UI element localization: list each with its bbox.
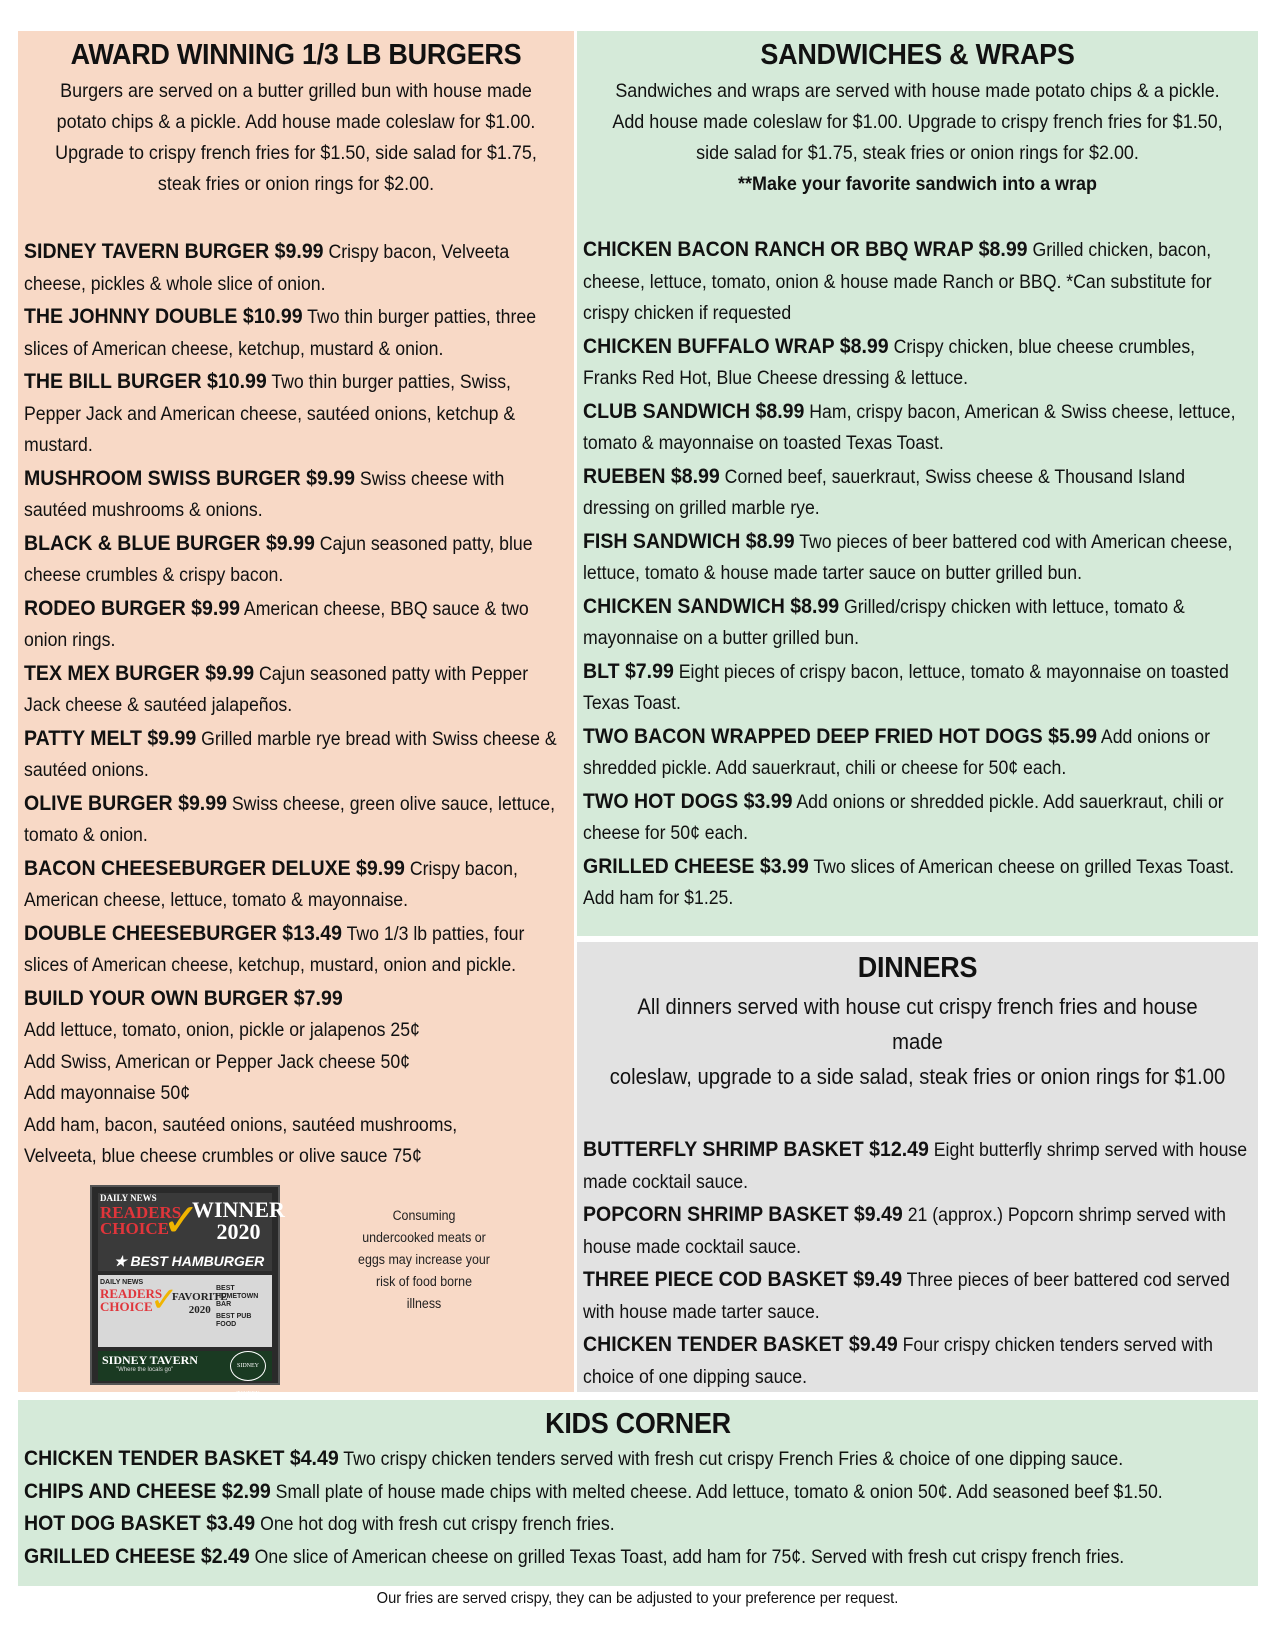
award-readers-choice: READERS CHOICE [100,1203,182,1238]
item-name: THREE PIECE COD BASKET $9.49 [583,1268,903,1291]
menu-item [24,593,568,657]
item-name: CHICKEN TENDER BASKET $4.49 [24,1447,339,1470]
menu-item [583,526,1252,590]
item-name: THE JOHNNY DOUBLE $10.99 [24,305,303,328]
item-name: BLT $7.99 [583,659,674,683]
burgers-intro [46,76,546,200]
award-winner-label: WINNER [192,1197,285,1222]
item-desc: 21 (approx.) Popcorn shrimp served with house made cocktail sauce. [583,1205,1226,1258]
award-readers-choice-small: READERS CHOICE [100,1286,163,1314]
item-name: BUTTERFLY SHRIMP BASKET $12.49 [583,1138,929,1161]
item-desc: Ham, crispy bacon, American & Swiss cheese, lettuce, tomato & mayonnaise on toasted Texas Toast. [583,401,1236,454]
award-year-small: 2020 [188,1304,211,1316]
item-name: BACON CHEESEBURGER DELUXE $9.99 [24,856,405,880]
footer-note: Our fries are served crispy, they can be adjusted to your preference per request. [376,1590,899,1607]
sandwiches-intro [610,76,1225,200]
menu-item [24,236,568,300]
menu-item [24,788,568,852]
menu-item [24,1476,1252,1509]
item-name: SIDNEY TAVERN BURGER $9.99 [24,240,324,263]
item-desc: Two 1/3 lb patties, four slices of American cheese, ketchup, mustard, onion and pickle. [24,923,525,976]
menu-item [24,366,568,462]
addon-line: Add lettuce, tomato, onion, pickle or jalapenos 25¢ [24,1020,420,1041]
item-name: CHICKEN TENDER BASKET $9.49 [583,1333,898,1356]
item-desc: Eight pieces of crispy bacon, lettuce, tomato & mayonnaise on toasted Texas Toast. [583,661,1229,714]
award-daily-news: DAILY NEWS [100,1193,157,1203]
item-name: TWO HOT DOGS $3.99 [583,789,793,813]
award-tagline: "Where the locals go" [116,1367,174,1373]
menu-item [24,853,568,917]
wrap-note: **Make your favorite sandwich into a wrap [738,173,1097,195]
menu-item [583,1134,1252,1198]
menu-item [24,463,568,527]
item-name: CHICKEN BUFFALO WRAP $8.99 [583,334,889,358]
item-desc: Grilled marble rye bread with Swiss cheese & sautéed onions. [24,728,557,781]
award-best-pub: BEST PUB FOOD [216,1313,252,1328]
burgers-intro-line: steak fries or onion rings for $2.00. [157,173,435,195]
item-desc: Cajun seasoned patty with Pepper Jack cheese & sautéed jalapeños. [24,663,529,716]
sandwiches-intro-line: Sandwiches and wraps are served with house made potato chips & a pickle. [615,80,1220,102]
item-desc: Eight butterfly shrimp served with house made cocktail sauce. [583,1140,1248,1193]
sandwiches-title: SANDWICHES & WRAPS [760,39,1075,71]
item-name: RODEO BURGER $9.99 [24,596,240,620]
menu-item [583,591,1252,655]
item-name: BUILD YOUR OWN BURGER $7.99 [24,986,343,1010]
item-name: CHICKEN SANDWICH $8.99 [583,594,840,618]
burgers-intro-line: potato chips & a pickle. Add house made coleslaw for $1.00. [56,111,536,133]
menu-item [583,656,1252,720]
award-best-categories [216,1285,270,1329]
award-badge [90,1185,285,1397]
burger-list [24,236,568,1173]
item-desc: Crispy bacon, American cheese, lettuce, tomato & mayonnaise. [24,858,518,911]
menu-item [24,1508,1252,1541]
item-desc: Grilled chicken, bacon, cheese, lettuce, tomato, onion & house made Ranch or BBQ. *Can substitute for crispy chicken if requested [583,240,1212,324]
dinners-section [577,942,1258,1392]
item-desc: Add onions or shredded pickle. Add sauerkraut, chili or cheese for 50¢ each. [583,791,1224,844]
award-seal-logo: SIDNEY TAVERN [230,1351,266,1381]
award-year: 2020 [216,1219,261,1244]
item-desc: One hot dog with fresh cut crispy french fries. [260,1514,615,1536]
item-desc: Add onions or shredded pickle. Add sauerkraut, chili or cheese for 50¢ each. [583,726,1210,779]
item-name: GRILLED CHEESE $3.99 [583,854,809,878]
menu-item [583,461,1252,525]
burgers-intro-line: Upgrade to crispy french fries for $1.50, side salad for $1.75, [55,142,537,164]
kids-section [18,1400,1258,1586]
sandwiches-intro-line: Add house made coleslaw for $1.00. Upgrade to crispy french fries for $1.50, [612,111,1223,133]
item-name: GRILLED CHEESE $2.49 [24,1544,250,1568]
checkmark-icon: ✓ [150,1281,179,1319]
item-desc: Three pieces of beer battered cod served with house made tarter sauce. [583,1270,1230,1323]
item-name: CHIPS AND CHEESE $2.99 [24,1479,271,1503]
item-desc: Grilled/crispy chicken with lettuce, tomato & mayonnaise on a butter grilled bun. [583,596,1185,649]
item-name: RUEBEN $8.99 [583,464,720,488]
menu-item [583,1199,1252,1263]
item-name: CHICKEN BACON RANCH OR BBQ WRAP $8.99 [583,238,1028,261]
item-desc: Crispy bacon, Velveeta cheese, pickles & whole slice of onion. [24,242,510,295]
menu-item [24,658,568,722]
item-name: BLACK & BLUE BURGER $9.99 [24,531,315,555]
menu-item [583,1329,1252,1393]
item-name: OLIVE BURGER $9.99 [24,791,227,815]
item-name: PATTY MELT $9.99 [24,726,197,750]
award-daily-news-small: DAILY NEWS [100,1279,144,1286]
item-desc: American cheese, BBQ sauce & two onion rings. [24,598,529,651]
menu-item [24,528,568,592]
addon-line: Add mayonnaise 50¢ [24,1083,191,1104]
menu-item [583,234,1252,330]
item-desc: Two pieces of beer battered cod with American cheese, lettuce, tomato & house made tarter sauce on butter grilled bun. [583,531,1233,584]
menu-item [583,331,1252,395]
item-name: HOT DOG BASKET $3.49 [24,1512,256,1536]
item-desc: Two crispy chicken tenders served with fresh cut crispy French Fries & choice of one dipping sauce. [343,1449,1124,1470]
item-name: TWO BACON WRAPPED DEEP FRIED HOT DOGS $5.99 [583,724,1097,748]
kids-title: KIDS CORNER [545,1408,731,1440]
item-desc: Corned beef, sauerkraut, Swiss cheese & Thousand Island dressing on grilled marble rye. [583,466,1186,519]
dinners-intro-line: All dinners served with house cut crispy french fries and house made [637,994,1198,1054]
item-name: THE BILL BURGER $10.99 [24,370,267,393]
item-name: MUSHROOM SWISS BURGER $9.99 [24,466,355,490]
award-best-hamburger: ★ BEST HAMBURGER [114,1253,265,1269]
menu-item [24,918,568,982]
addon-line: Add ham, bacon, sautéed onions, sautéed mushrooms, [24,1114,458,1136]
item-name: CLUB SANDWICH $8.99 [583,399,805,423]
award-restaurant: SIDNEY TAVERN [102,1353,198,1367]
dinners-intro-line: coleslaw, upgrade to a side salad, steak fries or onion rings for $1.00 [609,1064,1226,1089]
item-desc: Two slices of American cheese on grilled Texas Toast. Add ham for $1.25. [583,856,1235,909]
burgers-title: AWARD WINNING 1/3 LB BURGERS [70,39,522,71]
item-desc: Cajun seasoned patty, blue cheese crumbles & crispy bacon. [24,533,533,586]
menu-item [583,1264,1252,1328]
item-desc: One slice of American cheese on grilled Texas Toast, add ham for 75¢. Served with fresh cut crispy french fries. [254,1546,1125,1568]
dinner-list [583,1134,1252,1393]
dinners-intro [610,989,1225,1094]
menu-item [24,1443,1252,1476]
award-best-hometown: BEST HOMETOWN BAR [216,1285,259,1308]
item-desc: Crispy chicken, blue cheese crumbles, Franks Red Hot, Blue Cheese dressing & lettuce. [583,336,1196,389]
menu-item [24,301,568,365]
menu-item [583,851,1252,915]
item-name: FISH SANDWICH $8.99 [583,529,795,553]
item-desc: Swiss cheese, green olive sauce, lettuce, tomato & onion. [24,793,556,846]
menu-item [24,983,568,1016]
sandwich-list [583,234,1252,915]
menu-item [583,721,1252,785]
item-desc: Two thin burger patties, Swiss, Pepper Jack and American cheese, sautéed onions, ketchup & mustard. [24,372,516,456]
checkmark-icon: ✓ [162,1194,201,1246]
sandwiches-intro-line: side salad for $1.75, steak fries or onion rings for $2.00. [696,142,1139,164]
dinners-title: DINNERS [857,952,978,984]
item-desc: Swiss cheese with sautéed mushrooms & onions. [24,468,505,521]
award-favorite-label: FAVORITE [172,1291,228,1303]
addon-line: Velveeta, blue cheese crumbles or olive sauce 75¢ [24,1146,422,1167]
sandwiches-section [577,31,1258,936]
burgers-intro-line: Burgers are served on a butter grilled bun with house made [60,80,532,102]
item-name: TEX MEX BURGER $9.99 [24,661,255,685]
food-safety-warning: Consuming undercooked meats or eggs may increase your risk of food borne illness [358,1208,490,1311]
menu-item [583,786,1252,850]
addon-line: Add Swiss, American or Pepper Jack cheese 50¢ [24,1051,411,1073]
item-name: POPCORN SHRIMP BASKET $9.49 [583,1203,903,1226]
item-name: DOUBLE CHEESEBURGER $13.49 [24,921,343,945]
kids-list [24,1443,1252,1573]
item-desc: Two thin burger patties, three slices of American cheese, ketchup, mustard & onion. [24,307,537,360]
item-desc: Four crispy chicken tenders served with choice of one dipping sauce. [583,1335,1213,1388]
menu-item [24,723,568,787]
award-winner [192,1199,285,1243]
menu-item [24,1541,1252,1574]
menu-item [583,396,1252,460]
award-best-label: BEST HAMBURGER [130,1253,265,1269]
item-desc: Small plate of house made chips with melted cheese. Add lettuce, tomato & onion 50¢. Add seasoned beef $1.50. [275,1481,1163,1503]
